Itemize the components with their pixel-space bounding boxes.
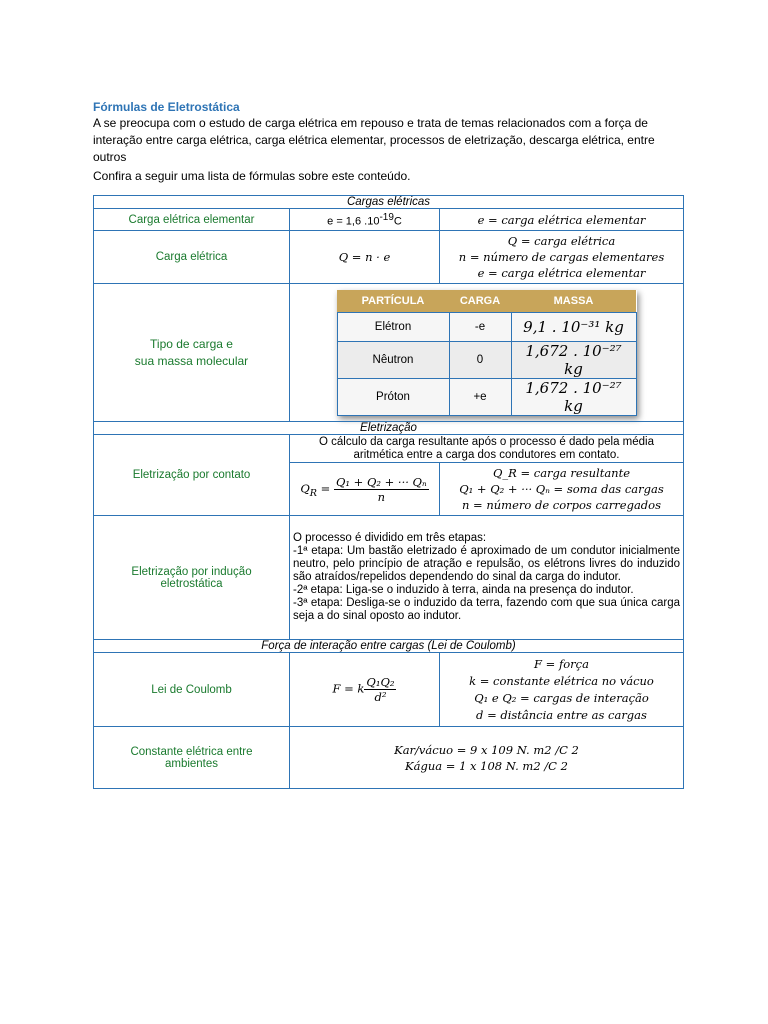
particle-row — [337, 312, 636, 341]
particle-row — [337, 341, 636, 378]
particle-name: Próton — [337, 378, 449, 415]
label-constante-line1: Constante elétrica entre — [130, 745, 253, 758]
particle-name: Elétron — [337, 312, 449, 341]
constante-line: Kágua = 1 x 108 N. m2 /C 2 — [405, 758, 568, 773]
def-line: Q₁ + Q₂ + ··· Qₙ = soma das cargas — [459, 482, 664, 496]
particle-header: PARTÍCULA — [337, 290, 449, 313]
particle-header: MASSA — [511, 290, 636, 313]
particle-charge: +e — [449, 378, 511, 415]
page-title: Fórmulas de Eletrostática — [93, 100, 240, 114]
defs-carga-eletrica — [440, 231, 684, 284]
formula-elementar-exp: -19 — [379, 211, 394, 223]
formula-contato — [290, 463, 440, 516]
section-row-eletrizacao — [94, 422, 684, 435]
particle-table — [337, 290, 637, 416]
formula-coulomb-lhs: F = k — [332, 681, 365, 696]
label-inducao-line2: eletrostática — [160, 577, 223, 590]
particle-row — [337, 378, 636, 415]
row-tipo-carga — [94, 284, 684, 422]
label-inducao-line1: Eletrização por indução — [131, 565, 252, 578]
formula-table — [93, 195, 684, 789]
def-line: n = número de cargas elementares — [458, 250, 665, 264]
row-inducao — [94, 516, 684, 640]
label-coulomb: Lei de Coulomb — [94, 653, 290, 727]
inducao-line: -3ª etapa: Desliga-se o induzido da terra, fazendo com que sua única carga seja a do sinal oposto ao indutor. — [293, 597, 680, 622]
intro-list-lead: Confira a seguir uma lista de fórmulas sobre este conteúdo. — [93, 169, 411, 183]
label-tipo-line1: Tipo de carga e — [150, 336, 233, 351]
def-carga-elementar: e = carga elétrica elementar — [440, 209, 684, 231]
formula-contato-lhs-sub: R — [309, 487, 317, 499]
row-contato-desc — [94, 435, 684, 463]
defs-coulomb — [440, 653, 684, 727]
particle-header-row — [337, 290, 636, 313]
particle-table-cell — [290, 284, 684, 422]
label-tipo-line2: sua massa molecular — [134, 353, 249, 368]
def-line: Q_R = carga resultante — [492, 466, 631, 480]
fraction-numerator: Q₁Q₂ — [366, 675, 395, 689]
def-line: F = força — [534, 656, 589, 671]
particle-mass: 1,672 . 10⁻²⁷ kg — [511, 341, 636, 378]
def-line: d = distância entre as cargas — [476, 707, 647, 722]
formula-carga-elementar — [290, 209, 440, 231]
fraction-denominator: n — [377, 489, 385, 504]
label-inducao — [94, 516, 290, 640]
section-row-forca — [94, 640, 684, 653]
fraction-numerator: Q₁ + Q₂ + ··· Qₙ — [335, 474, 427, 489]
formula-contato-eq: = — [317, 481, 334, 495]
label-constante — [94, 727, 290, 789]
desc-contato: O cálculo da carga resultante após o processo é dado pela média aritmética entre a carga dos condutores em contato. — [290, 435, 684, 463]
formula-elementar-base: e = 1,6 .10 — [327, 215, 380, 228]
intro-paragraph: A se preocupa com o estudo de carga elétrica em repouso e trata de temas relacionados com a força de interação entre carga elétrica, carga elétrica elementar, processos de eletrização, descarga elétrica, entre outros — [93, 116, 655, 164]
def-line: Q = carga elétrica — [507, 234, 616, 248]
particle-mass: 1,672 . 10⁻²⁷ kg — [511, 378, 636, 415]
formula-constante — [290, 727, 684, 789]
label-constante-line2: ambientes — [164, 757, 219, 770]
formula-elementar-unit: C — [393, 215, 402, 228]
constante-line: Kar/vácuo = 9 x 109 N. m2 /C 2 — [394, 742, 579, 757]
label-contato: Eletrização por contato — [94, 435, 290, 516]
inducao-line: -1ª etapa: Um bastão eletrizado é aproximado de um condutor inicialmente neutro, pelo princípio de atração e repulsão, os elétrons livres do induzido são atraídos/repelidos dependendo do sinal da carga do indutor. — [293, 545, 680, 583]
fraction — [364, 675, 396, 704]
section-eletrizacao: Eletrização — [94, 422, 684, 435]
fraction — [334, 475, 429, 504]
inducao-line: -2ª etapa: Liga-se o induzido à terra, ainda na presença do indutor. — [293, 584, 634, 596]
formula-coulomb — [290, 653, 440, 727]
particle-name: Nêutron — [337, 341, 449, 378]
section-row-cargas — [94, 196, 684, 209]
fraction-denominator: d² — [374, 690, 387, 704]
label-tipo-carga — [94, 284, 290, 422]
inducao-line: O processo é dividido em três etapas: — [293, 532, 487, 544]
section-cargas: Cargas elétricas — [94, 196, 684, 209]
row-carga-eletrica — [94, 231, 684, 284]
particle-charge: -e — [449, 312, 511, 341]
defs-contato — [440, 463, 684, 516]
row-coulomb — [94, 653, 684, 727]
row-constante — [94, 727, 684, 789]
particle-mass: 9,1 . 10⁻³¹ kg — [511, 312, 636, 341]
section-forca: Força de interação entre cargas (Lei de Coulomb) — [94, 640, 684, 653]
def-line: e = carga elétrica elementar — [477, 266, 646, 280]
particle-header: CARGA — [449, 290, 511, 313]
label-carga-elementar: Carga elétrica elementar — [94, 209, 290, 231]
row-carga-elementar — [94, 209, 684, 231]
formula-contato-lhs: Q — [300, 481, 310, 495]
def-line: Q₁ e Q₂ = cargas de interação — [474, 690, 649, 705]
label-carga-eletrica: Carga elétrica — [94, 231, 290, 284]
particle-charge: 0 — [449, 341, 511, 378]
formula-carga-eletrica: Q = n · e — [290, 231, 440, 284]
def-line: n = número de corpos carregados — [462, 498, 661, 512]
desc-inducao — [290, 516, 684, 640]
def-line: k = constante elétrica no vácuo — [469, 673, 654, 688]
